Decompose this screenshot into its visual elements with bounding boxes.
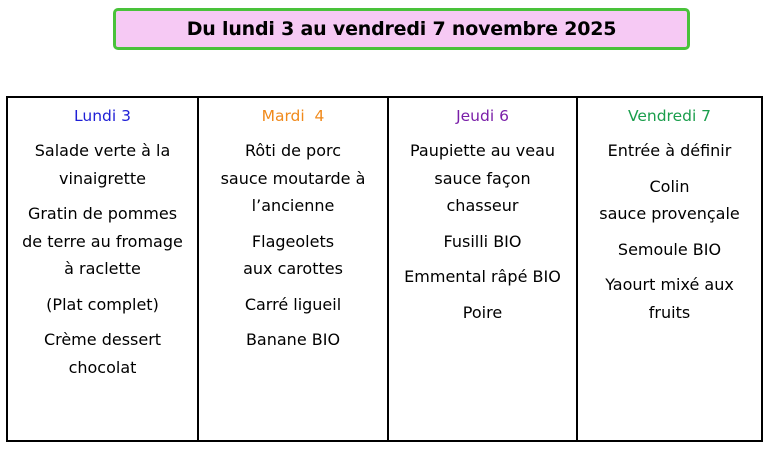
day-header-friday: Vendredi 7 bbox=[627, 107, 712, 125]
dish-item: Paupiette au veau sauce façon chasseur bbox=[409, 141, 556, 215]
day-column-monday bbox=[8, 98, 197, 440]
dish-item: Gratin de pommes de terre au fromage à raclette bbox=[22, 204, 183, 278]
dish-item: Poire bbox=[462, 302, 503, 322]
dish-item: Crème dessert chocolat bbox=[43, 330, 162, 377]
page-title: Du lundi 3 au vendredi 7 novembre 2025 bbox=[186, 18, 617, 40]
day-header-tuesday: Mardi 4 bbox=[261, 107, 325, 125]
dish-item: Rôti de porc sauce moutarde à l’ancienne bbox=[220, 141, 366, 215]
dish-item: Emmental râpé BIO bbox=[404, 267, 561, 286]
dish-item: Semoule BIO bbox=[617, 239, 722, 259]
dish-item: (Plat complet) bbox=[46, 294, 159, 314]
dish-item: Carré ligueil bbox=[244, 294, 342, 314]
dish-item: Yaourt mixé aux fruits bbox=[605, 275, 734, 322]
day-column-thursday bbox=[387, 98, 576, 440]
dish-item: Fusilli BIO bbox=[443, 231, 522, 251]
dish-item: Colin sauce provençale bbox=[599, 176, 740, 223]
dish-item: Entrée à définir bbox=[607, 141, 732, 160]
title-banner bbox=[113, 8, 690, 50]
day-header-thursday: Jeudi 6 bbox=[456, 107, 509, 125]
day-column-tuesday bbox=[197, 98, 387, 440]
day-column-friday bbox=[576, 98, 761, 440]
weekly-menu-table bbox=[6, 96, 763, 442]
dish-item: Flageolets aux carottes bbox=[243, 231, 343, 278]
day-header-monday: Lundi 3 bbox=[74, 107, 131, 125]
dish-item: Banane BIO bbox=[245, 330, 341, 349]
dish-item: Salade verte à la vinaigrette bbox=[34, 141, 171, 188]
